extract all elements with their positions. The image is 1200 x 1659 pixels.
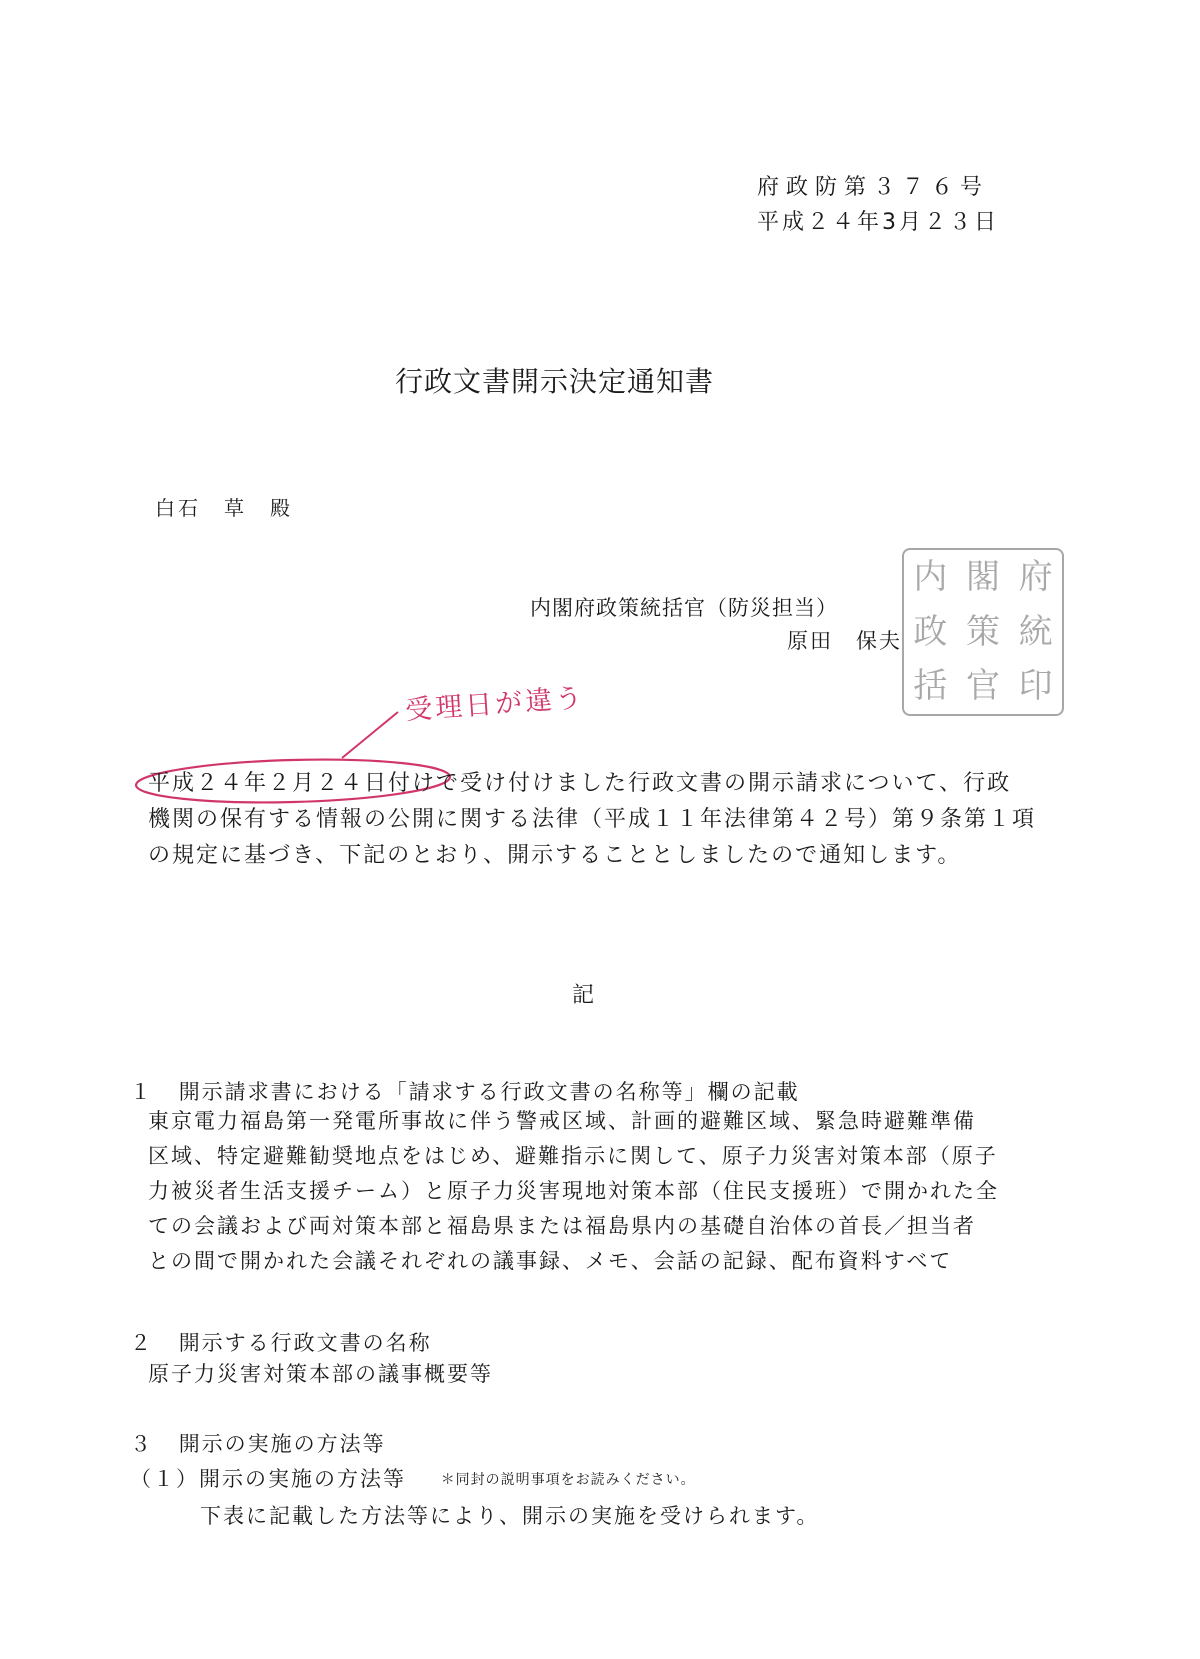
section-3-sub-label: （１）開示の実施の方法等: [130, 1467, 406, 1491]
section-3-subheading: [130, 1463, 696, 1493]
body-paragraph: [148, 766, 1036, 874]
seal-char: 府: [1018, 557, 1053, 597]
seal-char: 括: [913, 666, 948, 707]
document-title: 行政文書開示決定通知書: [395, 365, 715, 398]
body-line: 平成２４年２月２４日付けで受け付けました行政文書の開示請求について、行政: [148, 771, 1012, 796]
seal-char: 官: [965, 666, 1000, 707]
section-2-heading-text: 開示する行政文書の名称: [178, 1331, 432, 1355]
seal-char: 閣: [965, 557, 1000, 597]
issuer-name: 原田 保夫: [787, 629, 902, 653]
section-2-number: ２: [130, 1331, 153, 1355]
handwritten-annotation: 受理日が違う: [404, 682, 587, 727]
section-1-line: 力被災者生活支援チーム）と原子力災害現地対策本部（住民支援班）で開かれた全: [148, 1179, 999, 1203]
section-1-number: １: [130, 1080, 153, 1104]
seal-char: 策: [965, 611, 1000, 652]
section-2-body: 原子力災害対策本部の議事概要等: [148, 1362, 493, 1386]
section-1-heading-text: 開示請求書における「請求する行政文書の名称等」欄の記載: [178, 1080, 800, 1104]
section-1-body: [148, 1104, 999, 1279]
ki-marker: 記: [572, 983, 595, 1008]
reference-number: 府政防第３７６号: [757, 175, 990, 200]
body-line: 機関の保有する情報の公開に関する法律（平成１１年法律第４２号）第９条第１項: [148, 807, 1037, 832]
section-1-line: ての会議および両対策本部と福島県または福島県内の基礎自治体の首長／担当者: [148, 1214, 976, 1238]
section-1-heading: [130, 1076, 800, 1106]
section-3-body: 下表に記載した方法等により、開示の実施を受けられます。: [200, 1504, 820, 1528]
issuer-office: 内閣府政策統括官（防災担当）: [530, 596, 838, 620]
section-1-line: 区域、特定避難勧奨地点をはじめ、避難指示に関して、原子力災害対策本部（原子: [148, 1144, 998, 1168]
annotation-arrow-line: [342, 712, 398, 758]
section-3-number: ３: [130, 1432, 153, 1456]
section-1-line: 東京電力福島第一発電所事故に伴う警戒区域、計画的避難区域、緊急時避難準備: [148, 1109, 976, 1133]
seal-char: 政: [913, 611, 948, 652]
section-3-heading-text: 開示の実施の方法等: [178, 1432, 386, 1456]
section-3-heading: [130, 1428, 386, 1458]
seal-char: 内: [913, 557, 948, 597]
section-3-note: ＊同封の説明事項をお読みください。: [440, 1472, 696, 1488]
seal-char: 統: [1018, 611, 1053, 652]
section-2-heading: [130, 1327, 432, 1357]
section-1-line: との間で開かれた会議それぞれの議事録、メモ、会話の記録、配布資料すべて: [148, 1249, 953, 1273]
seal-char: 印: [1018, 666, 1053, 707]
recipient-name: 白石 草 殿: [155, 496, 293, 520]
body-line: の規定に基づき、下記のとおり、開示することとしましたので通知します。: [148, 843, 962, 868]
issue-date: 平成２４年3月２３日: [757, 210, 999, 235]
